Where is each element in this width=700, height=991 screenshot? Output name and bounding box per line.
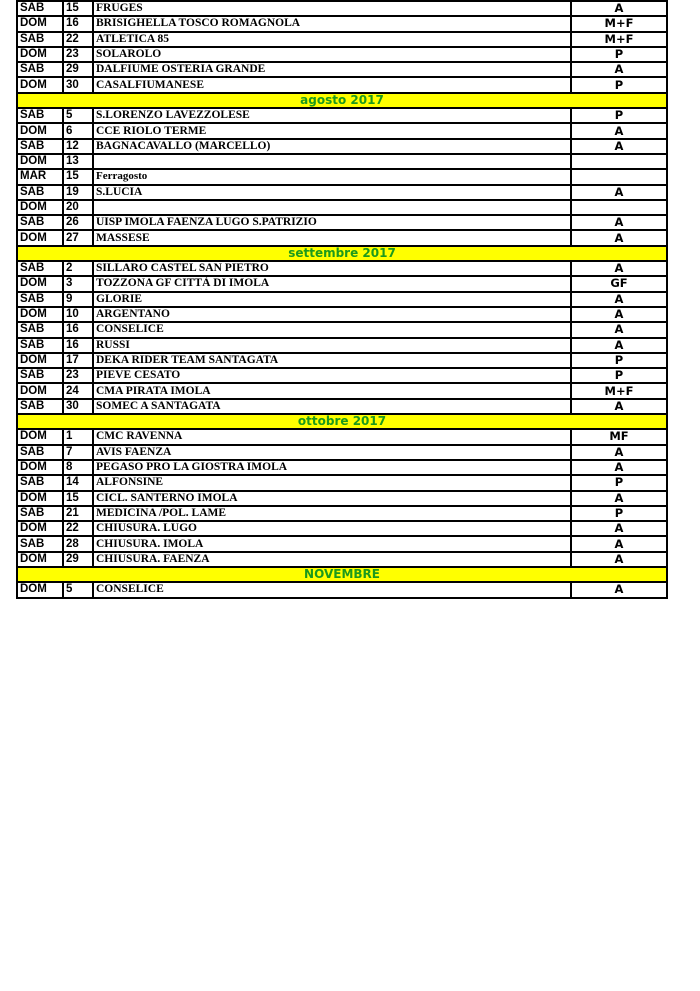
date-cell: 3	[63, 276, 93, 291]
code-cell	[571, 200, 667, 215]
code-cell: A	[571, 460, 667, 475]
date-cell: 15	[63, 1, 93, 16]
table-row	[17, 276, 667, 291]
date-cell: 16	[63, 338, 93, 353]
date-cell: 15	[63, 169, 93, 184]
day-cell: DOM	[17, 460, 63, 475]
day-cell: DOM	[17, 77, 63, 92]
code-cell: M+F	[571, 16, 667, 31]
code-cell: A	[571, 399, 667, 414]
event-cell: DEKA RIDER TEAM SANTAGATA	[93, 353, 571, 368]
table-row	[17, 399, 667, 414]
event-cell: S.LORENZO LAVEZZOLESE	[93, 108, 571, 123]
event-cell: CHIUSURA. IMOLA	[93, 536, 571, 551]
date-cell: 28	[63, 536, 93, 551]
table-row	[17, 445, 667, 460]
date-cell: 26	[63, 215, 93, 230]
code-cell: A	[571, 307, 667, 322]
code-cell: P	[571, 475, 667, 490]
date-cell: 9	[63, 292, 93, 307]
table-row	[17, 47, 667, 62]
table-row	[17, 139, 667, 154]
event-cell: FRUGES	[93, 1, 571, 16]
day-cell: SAB	[17, 536, 63, 551]
event-cell: CICL. SANTERNO IMOLA	[93, 491, 571, 506]
date-cell: 30	[63, 77, 93, 92]
day-cell: DOM	[17, 230, 63, 245]
table-row	[17, 353, 667, 368]
date-cell: 19	[63, 185, 93, 200]
table-row	[17, 460, 667, 475]
day-cell: DOM	[17, 276, 63, 291]
event-cell: SILLARO CASTEL SAN PIETRO	[93, 261, 571, 276]
day-cell: DOM	[17, 429, 63, 444]
day-cell: DOM	[17, 491, 63, 506]
day-cell: SAB	[17, 32, 63, 47]
code-cell: MF	[571, 429, 667, 444]
table-row	[17, 230, 667, 245]
event-cell: PIEVE CESATO	[93, 368, 571, 383]
day-cell: DOM	[17, 47, 63, 62]
event-cell: CONSELICE	[93, 322, 571, 337]
date-cell: 16	[63, 16, 93, 31]
code-cell: A	[571, 322, 667, 337]
event-cell	[93, 154, 571, 169]
code-cell: A	[571, 215, 667, 230]
day-cell: DOM	[17, 353, 63, 368]
calendar-table	[16, 0, 668, 599]
table-row	[17, 154, 667, 169]
code-cell: A	[571, 261, 667, 276]
day-cell: SAB	[17, 338, 63, 353]
event-cell: TOZZONA GF CITTÀ DI IMOLA	[93, 276, 571, 291]
event-cell: CHIUSURA. FAENZA	[93, 552, 571, 567]
day-cell: SAB	[17, 62, 63, 77]
code-cell: A	[571, 139, 667, 154]
event-cell: SOLAROLO	[93, 47, 571, 62]
date-cell: 21	[63, 506, 93, 521]
event-cell: CHIUSURA. LUGO	[93, 521, 571, 536]
code-cell: A	[571, 552, 667, 567]
table-row	[17, 475, 667, 490]
day-cell: SAB	[17, 185, 63, 200]
date-cell: 2	[63, 261, 93, 276]
date-cell: 13	[63, 154, 93, 169]
date-cell: 10	[63, 307, 93, 322]
code-cell: A	[571, 123, 667, 138]
table-row	[17, 552, 667, 567]
day-cell: SAB	[17, 215, 63, 230]
table-row	[17, 491, 667, 506]
code-cell: P	[571, 353, 667, 368]
day-cell: SAB	[17, 445, 63, 460]
day-cell: DOM	[17, 16, 63, 31]
date-cell: 8	[63, 460, 93, 475]
date-cell: 22	[63, 32, 93, 47]
date-cell: 5	[63, 582, 93, 597]
event-cell: ATLETICA 85	[93, 32, 571, 47]
day-cell: SAB	[17, 506, 63, 521]
day-cell: SAB	[17, 139, 63, 154]
table-row	[17, 307, 667, 322]
date-cell: 29	[63, 552, 93, 567]
code-cell	[571, 154, 667, 169]
code-cell: GF	[571, 276, 667, 291]
table-row	[17, 1, 667, 16]
month-header-row	[17, 93, 667, 108]
event-cell: ARGENTANO	[93, 307, 571, 322]
code-cell: A	[571, 338, 667, 353]
date-cell: 30	[63, 399, 93, 414]
code-cell: M+F	[571, 383, 667, 398]
event-cell: CASALFIUMANESE	[93, 77, 571, 92]
table-row	[17, 62, 667, 77]
table-row	[17, 368, 667, 383]
code-cell: A	[571, 491, 667, 506]
day-cell: DOM	[17, 200, 63, 215]
event-cell: ALFONSINE	[93, 475, 571, 490]
date-cell: 1	[63, 429, 93, 444]
table-row	[17, 77, 667, 92]
date-cell: 5	[63, 108, 93, 123]
day-cell: SAB	[17, 368, 63, 383]
code-cell: P	[571, 77, 667, 92]
table-row	[17, 383, 667, 398]
day-cell: SAB	[17, 108, 63, 123]
table-row	[17, 292, 667, 307]
table-row	[17, 185, 667, 200]
code-cell	[571, 169, 667, 184]
month-header-row	[17, 414, 667, 429]
date-cell: 6	[63, 123, 93, 138]
code-cell: A	[571, 445, 667, 460]
event-cell: GLORIE	[93, 292, 571, 307]
code-cell: A	[571, 1, 667, 16]
day-cell: SAB	[17, 322, 63, 337]
day-cell: DOM	[17, 552, 63, 567]
date-cell: 23	[63, 47, 93, 62]
code-cell: A	[571, 536, 667, 551]
month-header: agosto 2017	[17, 93, 667, 108]
event-cell: S.LUCIA	[93, 185, 571, 200]
month-header: NOVEMBRE	[17, 567, 667, 582]
event-cell: CONSELICE	[93, 582, 571, 597]
date-cell: 16	[63, 322, 93, 337]
event-cell: AVIS FAENZA	[93, 445, 571, 460]
month-header-row	[17, 567, 667, 582]
date-cell: 22	[63, 521, 93, 536]
day-cell: SAB	[17, 261, 63, 276]
event-cell: SOMEC A SANTAGATA	[93, 399, 571, 414]
event-cell: RUSSI	[93, 338, 571, 353]
code-cell: P	[571, 108, 667, 123]
table-row	[17, 108, 667, 123]
table-row	[17, 16, 667, 31]
table-row	[17, 215, 667, 230]
code-cell: P	[571, 506, 667, 521]
event-cell: BRISIGHELLA TOSCO ROMAGNOLA	[93, 16, 571, 31]
month-header-row	[17, 246, 667, 261]
date-cell: 29	[63, 62, 93, 77]
event-cell: UISP IMOLA FAENZA LUGO S.PATRIZIO	[93, 215, 571, 230]
day-cell: SAB	[17, 399, 63, 414]
date-cell: 14	[63, 475, 93, 490]
day-cell: SAB	[17, 1, 63, 16]
month-header: ottobre 2017	[17, 414, 667, 429]
day-cell: SAB	[17, 475, 63, 490]
day-cell: DOM	[17, 582, 63, 597]
day-cell: DOM	[17, 521, 63, 536]
table-row	[17, 200, 667, 215]
event-cell: MEDICINA /POL. LAME	[93, 506, 571, 521]
event-cell: Ferragosto	[93, 169, 571, 184]
date-cell: 15	[63, 491, 93, 506]
code-cell: P	[571, 47, 667, 62]
code-cell: M+F	[571, 32, 667, 47]
date-cell: 7	[63, 445, 93, 460]
month-header: settembre 2017	[17, 246, 667, 261]
table-row	[17, 338, 667, 353]
code-cell: A	[571, 230, 667, 245]
table-row	[17, 169, 667, 184]
code-cell: A	[571, 292, 667, 307]
date-cell: 12	[63, 139, 93, 154]
event-cell: PEGASO PRO LA GIOSTRA IMOLA	[93, 460, 571, 475]
event-cell: CMC RAVENNA	[93, 429, 571, 444]
event-cell: CMA PIRATA IMOLA	[93, 383, 571, 398]
table-row	[17, 582, 667, 597]
code-cell: A	[571, 521, 667, 536]
calendar-body	[17, 1, 667, 598]
table-row	[17, 322, 667, 337]
table-row	[17, 521, 667, 536]
code-cell: A	[571, 582, 667, 597]
day-cell: DOM	[17, 123, 63, 138]
event-cell	[93, 200, 571, 215]
event-cell: MASSESE	[93, 230, 571, 245]
table-row	[17, 32, 667, 47]
day-cell: DOM	[17, 383, 63, 398]
table-row	[17, 429, 667, 444]
date-cell: 17	[63, 353, 93, 368]
date-cell: 23	[63, 368, 93, 383]
day-cell: MAR	[17, 169, 63, 184]
table-row	[17, 261, 667, 276]
event-cell: DALFIUME OSTERIA GRANDE	[93, 62, 571, 77]
day-cell: DOM	[17, 154, 63, 169]
table-row	[17, 536, 667, 551]
date-cell: 24	[63, 383, 93, 398]
code-cell: A	[571, 62, 667, 77]
date-cell: 20	[63, 200, 93, 215]
code-cell: A	[571, 185, 667, 200]
event-cell: BAGNACAVALLO (MARCELLO)	[93, 139, 571, 154]
day-cell: SAB	[17, 292, 63, 307]
code-cell: P	[571, 368, 667, 383]
day-cell: DOM	[17, 307, 63, 322]
table-row	[17, 123, 667, 138]
date-cell: 27	[63, 230, 93, 245]
event-cell: CCE RIOLO TERME	[93, 123, 571, 138]
table-row	[17, 506, 667, 521]
